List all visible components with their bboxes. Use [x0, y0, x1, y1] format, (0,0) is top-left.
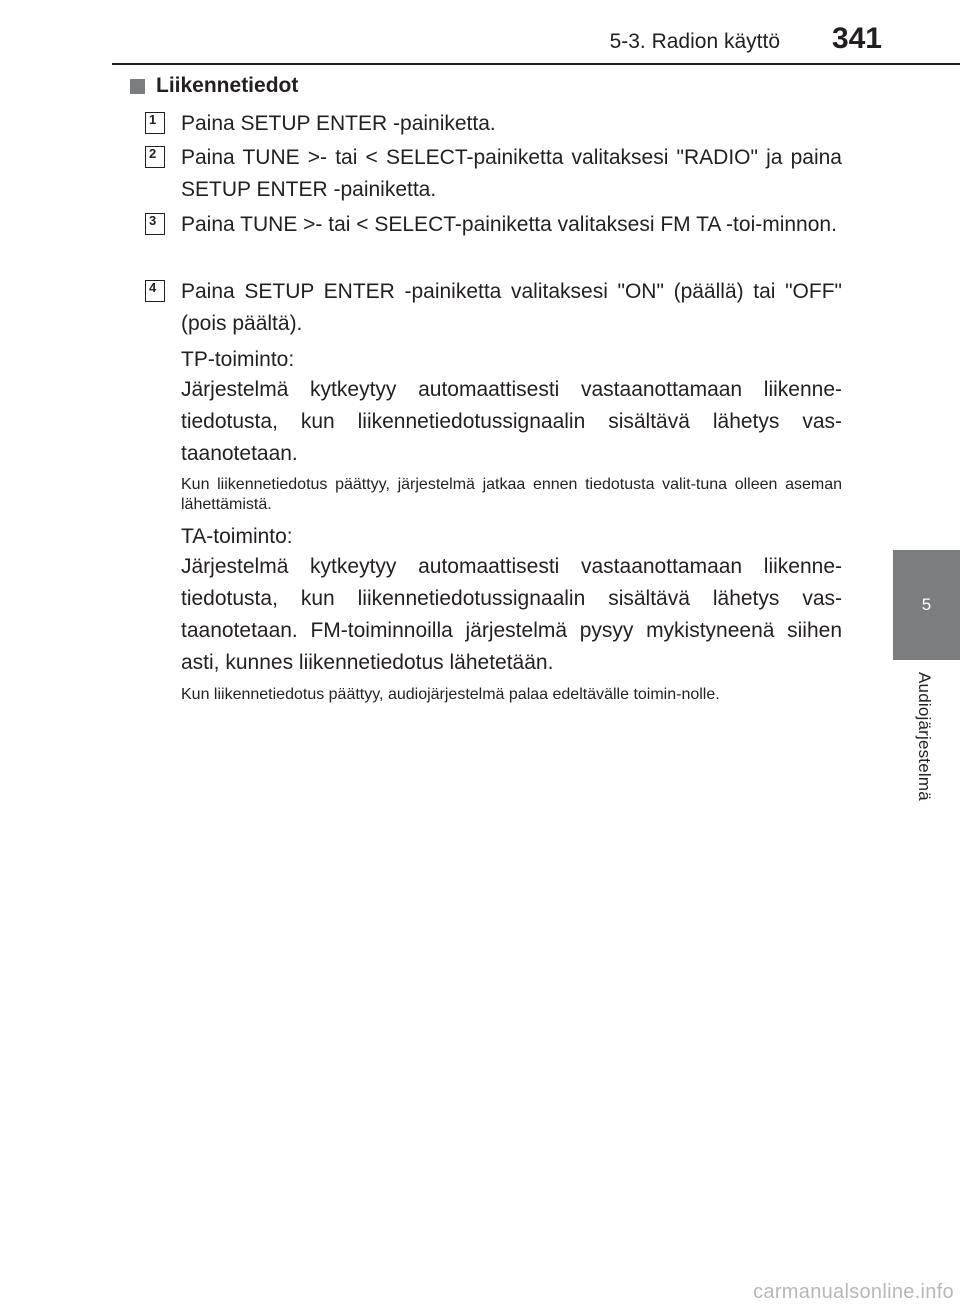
step-number-badge: 1: [145, 112, 165, 134]
chapter-number: 5: [921, 595, 932, 614]
step-1: [145, 108, 842, 140]
section-heading: [130, 74, 298, 98]
watermark: carmanualsonline.info: [753, 1281, 954, 1303]
page-number: 341: [831, 22, 882, 55]
tp-function-text: Järjestelmä kytkeytyy automaattisesti vastaanottamaan liikenne-tiedotusta, kun liikennetiedotussignaalin sisältävä lähetys vas-taanotetaan.: [181, 378, 842, 465]
ta-function-title: TA-toiminto:: [181, 525, 293, 548]
step-2: [145, 142, 842, 206]
tp-function-title: TP-toiminto:: [181, 348, 295, 371]
step-number-badge: 3: [145, 213, 165, 235]
step-number-badge: 4: [145, 280, 165, 302]
step-text: Paina SETUP ENTER -painiketta.: [181, 112, 496, 135]
step-text: Paina TUNE >- tai < SELECT-painiketta valitaksesi "RADIO" ja paina SETUP ENTER -painiketta.: [181, 146, 842, 201]
section-title: 5-3. Radion käyttö: [609, 30, 780, 53]
square-bullet-icon: [130, 79, 145, 94]
ta-function-note: Kun liikennetiedotus päättyy, audiojärjestelmä palaa edeltävälle toimin-nolle.: [181, 686, 720, 703]
step-text: Paina TUNE >- tai < SELECT-painiketta valitaksesi FM TA -toi-minnon.: [181, 213, 837, 236]
step-4: [145, 276, 842, 340]
header-divider: [112, 63, 960, 65]
step-number-badge: 2: [145, 146, 165, 168]
step-3: [145, 209, 842, 241]
chapter-tab: [893, 550, 960, 660]
chapter-label: Audiojärjestelmä: [915, 672, 934, 801]
heading-text: Liikennetiedot: [156, 74, 299, 97]
tp-function-note: Kun liikennetiedotus päättyy, järjestelmä jatkaa ennen tiedotusta valit-tuna olleen aseman lähettämistä.: [181, 476, 842, 513]
step-text: Paina SETUP ENTER -painiketta valitaksesi "ON" (päällä) tai "OFF" (pois päältä).: [181, 280, 842, 335]
ta-function-text: Järjestelmä kytkeytyy automaattisesti vastaanottamaan liikenne-tiedotusta, kun liikennetiedotussignaalin sisältävä lähetys vas-taanotetaan. FM-toiminnoilla järjestelmä pysyy mykistyneenä siihen asti, kunnes liikennetiedotus lähetetään.: [181, 555, 842, 674]
